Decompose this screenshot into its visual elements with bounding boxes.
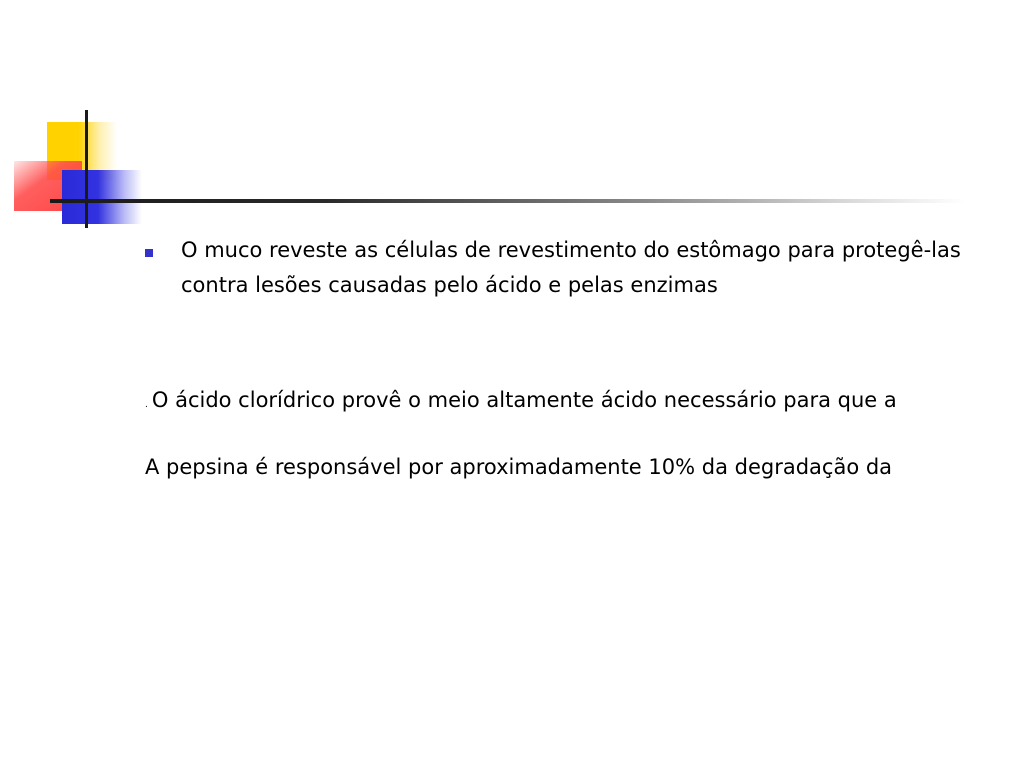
- paragraph-text: O ácido clorídrico provê o meio altamente ácido necessário para que a: [151, 388, 897, 412]
- title-divider-line: [50, 199, 965, 203]
- bullet-text: O muco reveste as células de revestimento do estômago para protegê-las contra lesões causadas pelo ácido e pelas enzimas: [181, 238, 961, 297]
- paragraph-text: A pepsina é responsável por aproximadamente 10% da degradação da: [145, 455, 893, 479]
- square-bullet-icon: [145, 249, 153, 257]
- logo-vertical-line: [85, 110, 88, 228]
- logo-blue-square: [62, 170, 142, 224]
- paragraph-hydrochloric-acid: [145, 385, 897, 420]
- paragraph-pepsin: [145, 452, 892, 482]
- bullet-item: [145, 233, 1005, 303]
- bullet-list: [145, 233, 1005, 303]
- paragraph-prefix-dot: .: [145, 400, 148, 410]
